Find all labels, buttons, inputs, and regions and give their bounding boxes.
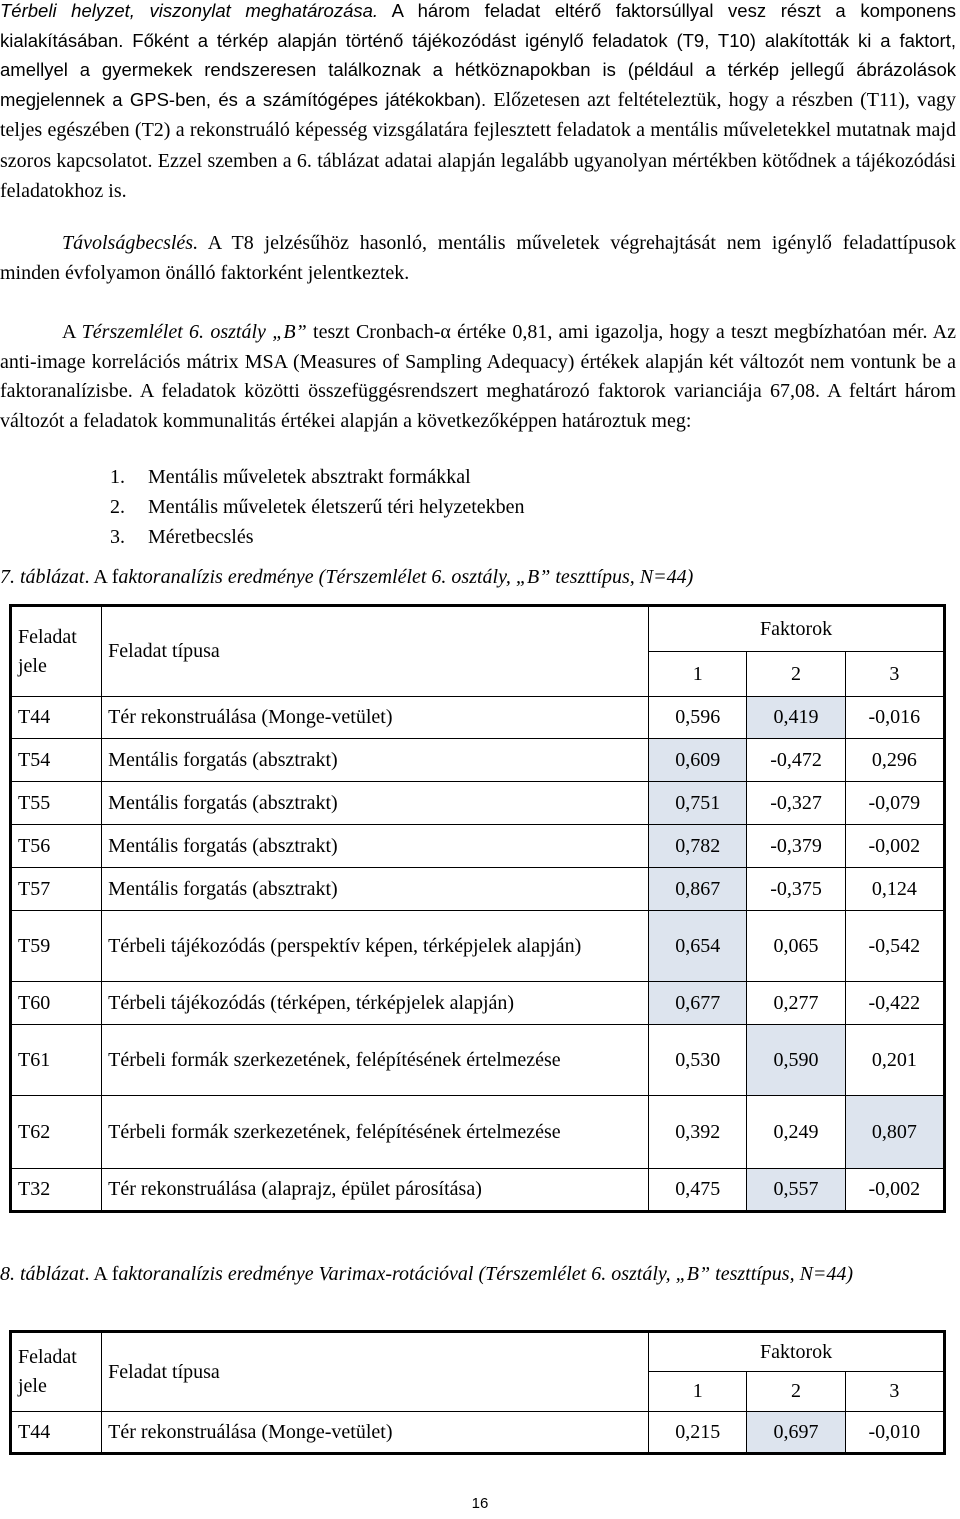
cell-factor-3: -0,016 (845, 697, 944, 739)
cell-factor-3: -0,542 (845, 911, 944, 982)
page-number: 16 (471, 1495, 489, 1512)
table-row (11, 739, 945, 782)
cell-factor-1: 0,609 (649, 739, 747, 782)
header-factors: Faktorok (649, 606, 945, 652)
cell-factor-2: -0,379 (747, 825, 845, 868)
paragraph-text: A három feladat eltérő faktorsúllyal vesz részt a komponens kialakításában. Főként a térkép alapján történő tájékozódást igénylő feladatok (T9, T10) alakították ki a faktort, amellyel a gyermekek rendszeresen találkoznak a hétköznapokban is (például a térkép jellegű ábrázolások megjelennek a GPS-ben, és a számítógépes játékokban). (0, 0, 956, 110)
cell-factor-2: -0,375 (747, 868, 845, 911)
list-item: 3. Méretbecslés (110, 526, 254, 548)
cell-task-code: T54 (11, 739, 102, 782)
header-factor-2: 2 (747, 652, 845, 697)
cell-factor-3: 0,296 (845, 739, 944, 782)
table-row (11, 697, 945, 739)
cell-factor-2: 0,697 (747, 1412, 845, 1454)
test-name: Térszemlélet 6. osztály „B” (81, 321, 307, 343)
cell-task-code: T59 (11, 911, 102, 982)
cell-factor-3: -0,422 (845, 982, 944, 1025)
table-row (11, 1025, 945, 1096)
cell-factor-1: 0,530 (649, 1025, 747, 1096)
cell-factor-3: -0,002 (845, 825, 944, 868)
paragraph-cronbach (0, 318, 956, 436)
table8-body (11, 1412, 945, 1454)
cell-factor-3: 0,201 (845, 1025, 944, 1096)
cell-task-type: Térbeli formák szerkezetének, felépítésének értelmezése (102, 1096, 649, 1169)
table-row (11, 825, 945, 868)
header-factor-3: 3 (845, 652, 944, 697)
cell-factor-2: -0,327 (747, 782, 845, 825)
cell-task-type: Térbeli tájékozódás (térképen, térképjelek alapján) (102, 982, 649, 1025)
cell-task-code: T62 (11, 1096, 102, 1169)
cell-factor-2: 0,249 (747, 1096, 845, 1169)
cell-task-code: T44 (11, 697, 102, 739)
list-item: 2. Mentális műveletek életszerű téri helyzetekben (110, 496, 525, 518)
cell-factor-3: 0,124 (845, 868, 944, 911)
list-item: 1. Mentális műveletek absztrakt formákkal (110, 466, 471, 488)
cell-task-type: Mentális forgatás (absztrakt) (102, 825, 649, 868)
cell-factor-2: -0,472 (747, 739, 845, 782)
cell-factor-1: 0,596 (649, 697, 747, 739)
paragraph-text: Előzetesen azt feltételeztük, hogy a részben (T11), vagy teljes egészében (T2) a rekonstruáló képesség vizsgálatára fejlesztett feladatok a mentális műveletekkel mutatnak majd szoros kapcsolatot. Ezzel szemben a 6. táblázat adatai alapján legalább ugyanolyan mértékben kötődnek a tájékozódási feladatokhoz is. (0, 88, 956, 202)
header-task-type: Feladat típusa (102, 1332, 649, 1412)
table7-body (11, 697, 945, 1212)
header-task-code: Feladat jele (11, 606, 102, 697)
cell-factor-2: 0,557 (747, 1169, 845, 1212)
table-row (11, 982, 945, 1025)
table8 (9, 1330, 946, 1455)
cell-task-type: Tér rekonstruálása (Monge-vetület) (102, 1412, 649, 1454)
cell-factor-3: 0,807 (845, 1096, 944, 1169)
cell-factor-1: 0,751 (649, 782, 747, 825)
header-factor-3: 3 (845, 1372, 944, 1412)
cell-task-type: Térbeli tájékozódás (perspektív képen, térképjelek alapján) (102, 911, 649, 982)
paragraph-spatial-position (0, 0, 956, 207)
cell-task-type: Térbeli formák szerkezetének, felépítésének értelmezése (102, 1025, 649, 1096)
cell-task-code: T57 (11, 868, 102, 911)
paragraph-distance-estimation (0, 229, 956, 288)
cell-factor-2: 0,065 (747, 911, 845, 982)
header-task-code: Feladat jele (11, 1332, 102, 1412)
table-row (11, 868, 945, 911)
table-row (11, 1412, 945, 1454)
paragraph-heading: Távolságbecslés. (62, 232, 199, 254)
header-factors: Faktorok (649, 1332, 945, 1372)
cell-task-code: T32 (11, 1169, 102, 1212)
cell-task-type: Tér rekonstruálása (Monge-vetület) (102, 697, 649, 739)
cell-factor-1: 0,654 (649, 911, 747, 982)
cell-factor-2: 0,277 (747, 982, 845, 1025)
cell-factor-1: 0,392 (649, 1096, 747, 1169)
cell-task-code: T55 (11, 782, 102, 825)
cell-task-type: Mentális forgatás (absztrakt) (102, 868, 649, 911)
cell-task-type: Mentális forgatás (absztrakt) (102, 739, 649, 782)
cell-factor-1: 0,867 (649, 868, 747, 911)
table7-caption: 7. táblázat. A faktoranalízis eredménye (Térszemlélet 6. osztály, „B” teszttípus, N=44) (0, 566, 694, 588)
cell-factor-1: 0,475 (649, 1169, 747, 1212)
header-factor-2: 2 (747, 1372, 845, 1412)
table7 (9, 604, 946, 1213)
cell-task-type: Mentális forgatás (absztrakt) (102, 782, 649, 825)
cell-factor-3: -0,079 (845, 782, 944, 825)
cell-factor-1: 0,677 (649, 982, 747, 1025)
header-factor-1: 1 (649, 1372, 747, 1412)
cell-task-code: T56 (11, 825, 102, 868)
cell-task-code: T44 (11, 1412, 102, 1454)
table-row (11, 1169, 945, 1212)
table-row (11, 911, 945, 982)
header-task-type: Feladat típusa (102, 606, 649, 697)
cell-task-code: T60 (11, 982, 102, 1025)
cell-task-type: Tér rekonstruálása (alaprajz, épület párosítása) (102, 1169, 649, 1212)
table8-caption: 8. táblázat. A faktoranalízis eredménye Varimax-rotációval (Térszemlélet 6. osztály, „B” teszttípus, N=44) (0, 1263, 854, 1285)
table-row (11, 1096, 945, 1169)
table-row (11, 782, 945, 825)
paragraph-heading: Térbeli helyzet, viszonylat meghatározása. (0, 0, 379, 21)
header-factor-1: 1 (649, 652, 747, 697)
cell-factor-2: 0,419 (747, 697, 845, 739)
paragraph-text: teszt Cronbach-α értéke 0,81, ami igazolja, hogy a teszt megbízhatóan mér. Az anti-image korrelációs mátrix MSA (Measures of Sampling Adequacy) értékek alapján két változót nem vontunk be a faktoranalízisbe. A feladatok közötti összefüggésrendszert meghatározó faktorok varianciája 67,08. A feltárt három változót a feladatok kommunalitás értékei alapján a következőképpen határoztuk meg: (0, 321, 956, 432)
cell-task-code: T61 (11, 1025, 102, 1096)
cell-factor-1: 0,782 (649, 825, 747, 868)
paragraph-text: A (62, 321, 82, 343)
cell-factor-3: -0,002 (845, 1169, 944, 1212)
paragraph-text: A T8 jelzésűhöz hasonló, mentális műveletek végrehajtását nem igénylő feladattípusok minden évfolyamon önálló faktorként jelentkeztek. (0, 232, 956, 284)
cell-factor-3: -0,010 (845, 1412, 944, 1454)
cell-factor-2: 0,590 (747, 1025, 845, 1096)
factor-list (110, 462, 525, 552)
cell-factor-1: 0,215 (649, 1412, 747, 1454)
